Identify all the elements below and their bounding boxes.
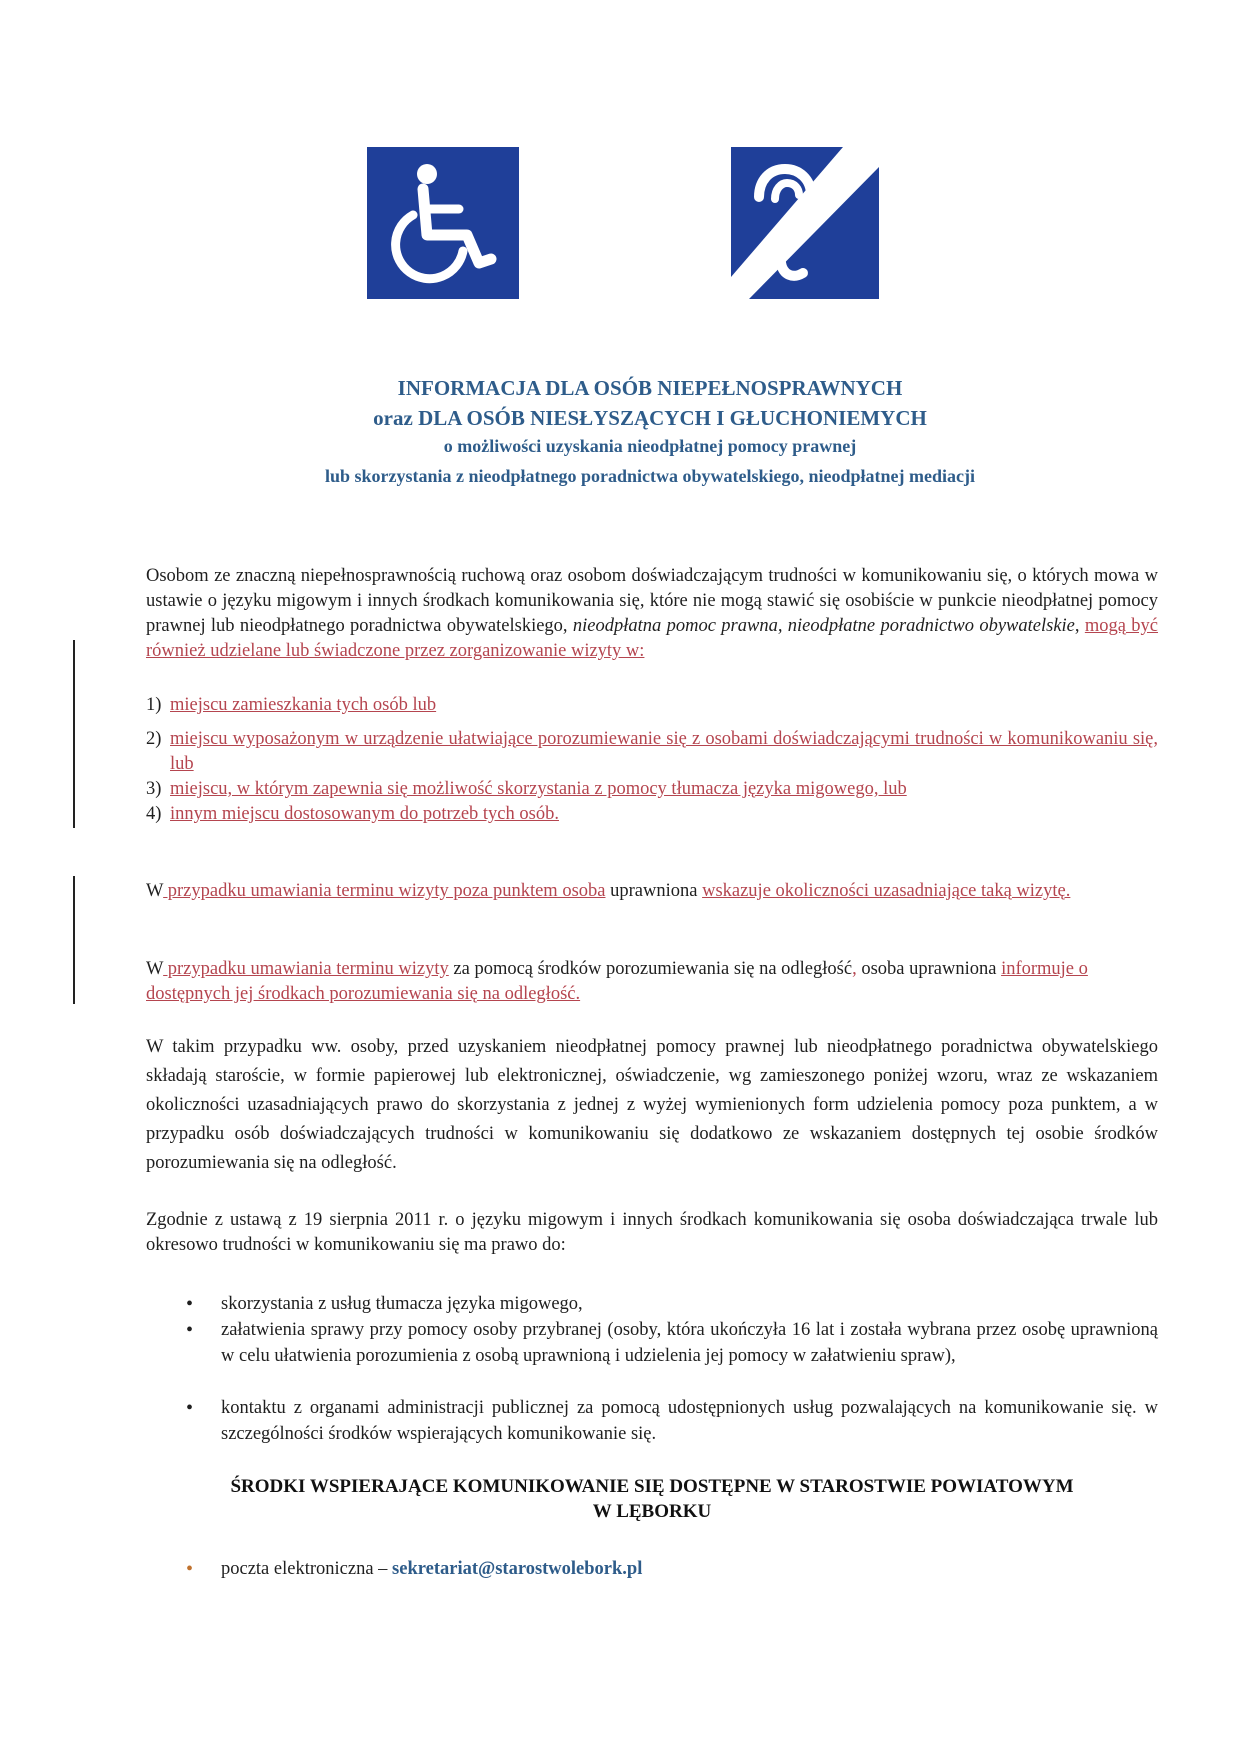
ear-icon-graphic xyxy=(731,147,879,299)
title-line-2: oraz DLA OSÓB NIESŁYSZĄCYCH I GŁUCHONIEMYCH xyxy=(373,406,927,430)
means-title-line-2: W LĘBORKU xyxy=(592,1501,712,1522)
list-item-text: załatwienia sprawy przy pomocy osoby przybranej (osoby, która ukończyła 16 lat i została wybrana przez osobę uprawnioną w celu ułatwienia porozumienia z osobą uprawnioną i udzielenia jej pomocy w załatwieniu spraw), xyxy=(221,1320,1158,1366)
intro-text-comma: , xyxy=(1074,616,1085,636)
tracked-change-text: informuje o dostępnych jej środkach porozumiewania się na odległość. xyxy=(146,959,1088,1004)
remote-text: osoba uprawniona xyxy=(856,959,1002,979)
bullet: • xyxy=(186,1397,194,1419)
title-line-4: lub skorzystania z nieodpłatnego poradnictwa obywatelskiego, nieodpłatnej mediacji xyxy=(324,466,976,486)
means-section-title xyxy=(146,1474,1158,1524)
list-item-text: miejscu, w którym zapewnia się możliwość skorzystania z pomocy tłumacza języka migowego, lub xyxy=(170,779,907,799)
list-number: 2) xyxy=(146,729,162,749)
change-bar xyxy=(73,640,75,828)
list-item-text: kontaktu z organami administracji publicznej za pomocą udostępnionych usług pozwalających na komunikowanie się. w szczególności środków wspierających komunikowanie się. xyxy=(221,1398,1158,1444)
wheelchair-icon-graphic xyxy=(367,147,519,299)
tracked-change-text: wskazuje okoliczności uzasadniające taką wizytę. xyxy=(702,881,1071,901)
visit-paragraph xyxy=(146,879,1158,904)
remote-paragraph xyxy=(146,957,1158,1007)
visit-text: uprawniona xyxy=(605,881,703,901)
tracked-change-text: mogą być również udzielane lub świadczone przez zorganizowanie wizyty w: xyxy=(146,616,1159,661)
change-bar xyxy=(73,876,75,1004)
wheelchair-icon xyxy=(367,147,519,299)
list-item-text: skorzystania z usług tłumacza języka migowego, xyxy=(221,1294,583,1314)
title-line-1: INFORMACJA DLA OSÓB NIEPEŁNOSPRAWNYCH xyxy=(397,376,903,400)
intro-paragraph xyxy=(146,564,1158,664)
hearing-loop-ear-icon xyxy=(731,147,879,299)
remote-text: za pomocą środków porozumiewania się na odległość xyxy=(448,959,853,979)
email-link[interactable]: sekretariat@starostwolebork.pl xyxy=(392,1559,643,1579)
bullet: • xyxy=(186,1319,194,1341)
email-row-text xyxy=(221,1557,1158,1582)
list-number: 4) xyxy=(146,804,162,824)
tracked-change-text: , xyxy=(852,959,857,979)
visit-text: W xyxy=(146,881,164,901)
declaration-paragraph: W takim przypadku ww. osoby, przed uzyskaniem nieodpłatnej pomocy prawnej lub nieodpłatnego poradnictwa obywatelskiego składają staroście, w formie papierowej lub elektronicznej, oświadczenie, wg zamieszonego poniżej wzoru, wraz ze wskazaniem okoliczności uzasadniających prawo do skorzystania z jednej z wyżej wymienionych form udzielenia pomocy poza punktem, a w przypadku osób doświadczających trudności w komunikowaniu się dodatkowo ze wskazaniem dostępnych tej osobie środków porozumiewania się na odległość. xyxy=(146,1037,1158,1173)
email-label: poczta elektroniczna – xyxy=(221,1559,393,1579)
title-line-3: o możliwości uzyskania nieodpłatnej pomocy prawnej xyxy=(443,436,857,456)
intro-text: Osobom ze znaczną niepełnosprawnością ruchową oraz osobom doświadczającym trudności w komunikowaniu się, o których mowa w ustawie o języku migowym i innych środkach komunikowania się, które nie mogą stawić się osobiście w punkcie nieodpłatnej pomocy prawnej lub nieodpłatnego poradnictwa obywatelskiego, xyxy=(146,566,1158,636)
remote-text: W xyxy=(146,959,164,979)
tracked-change-text: przypadku umawiania terminu wizyty poza punktem osoba xyxy=(163,881,606,901)
bullet: • xyxy=(186,1558,194,1580)
intro-italic-text: nieodpłatna pomoc prawna, nieodpłatne poradnictwo obywatelskie xyxy=(572,616,1075,636)
list-number: 1) xyxy=(146,695,162,715)
law-paragraph: Zgodnie z ustawą z 19 sierpnia 2011 r. o języku migowym i innych środkach komunikowania się osoba doświadczająca trwale lub okresowo trudności w komunikowaniu się ma prawo do: xyxy=(146,1210,1158,1255)
list-item-text: innym miejscu dostosowanym do potrzeb tych osób. xyxy=(170,804,559,824)
list-number: 3) xyxy=(146,779,162,799)
bullet: • xyxy=(186,1293,194,1315)
tracked-change-text: przypadku umawiania terminu wizyty xyxy=(163,959,449,979)
list-item-text: miejscu zamieszkania tych osób lub xyxy=(170,695,437,715)
list-item-text: miejscu wyposażonym w urządzenie ułatwiające porozumiewanie się z osobami doświadczającymi trudności w komunikowaniu się, lub xyxy=(170,729,1158,774)
means-title-line-1: ŚRODKI WSPIERAJĄCE KOMUNIKOWANIE SIĘ DOSTĘPNE W STAROSTWIE POWIATOWYM xyxy=(230,1476,1074,1497)
